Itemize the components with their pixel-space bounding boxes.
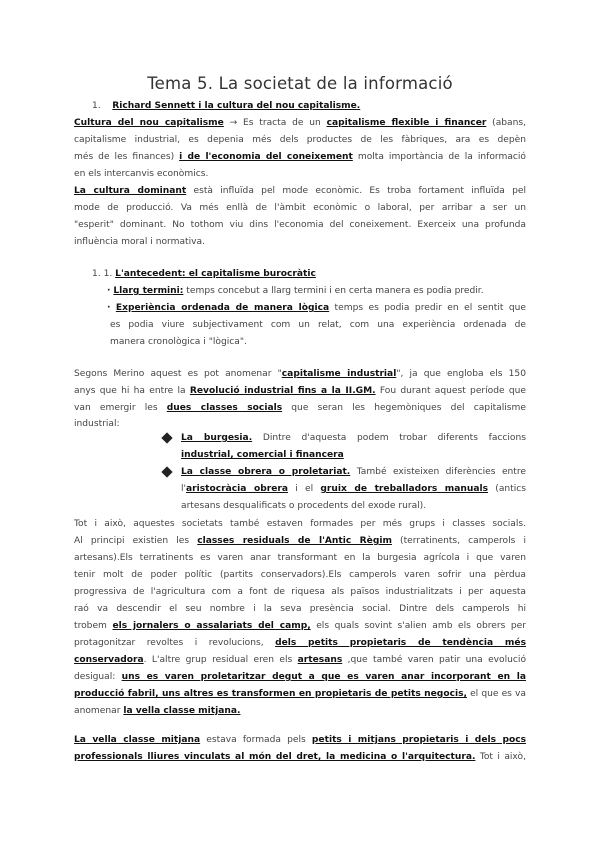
text-run: l': [181, 484, 187, 494]
paragraph-line: influència moral i normativa.: [74, 237, 205, 247]
paragraph-line: raó va descendir el seu nombre i la seva presència social. Dintre dels camperols hi: [74, 604, 526, 614]
bold-term: dels petits propietaris de tendència més: [275, 638, 526, 648]
text-run: anomenar: [74, 706, 124, 716]
section-number: 1.: [92, 101, 101, 111]
text-run: temps es podia predir en el sentit que: [329, 303, 526, 313]
bold-term: La cultura dominant: [74, 186, 187, 196]
bold-term: producció fabril, uns altres es transformen en propietaris de petits negocis,: [74, 689, 467, 699]
diamond-bullet-icon: [161, 432, 172, 443]
paragraph-line: Tot i això, aquestes societats també estaven formades per més grups i classes socials.: [74, 519, 526, 529]
bold-term: petits i mitjans propietaris i dels pocs: [311, 735, 526, 745]
bold-term: i de l'economia del coneixement: [179, 152, 353, 162]
paragraph-line: tenir molt de poder polític (partits conservadors).Els camperols varen sofrir una pèrdua: [74, 570, 526, 580]
paragraph-line: [74, 151, 526, 163]
paragraph-line: [74, 535, 526, 547]
bold-term: artesans: [297, 655, 343, 665]
paragraph-line: [74, 751, 526, 763]
list-item: [107, 302, 526, 314]
text-run: ", ja que engloba els 150: [396, 369, 526, 379]
text-run: ,que també varen patir una evolució: [342, 655, 526, 665]
bold-term: La burgesia.: [181, 433, 253, 443]
bold-term: Llarg termini:: [113, 286, 184, 296]
text-run: (abans,: [486, 118, 526, 128]
bold-term: capitalisme flexible i financer: [326, 118, 487, 128]
text-run: protagonitzar revoltes i revolucions,: [74, 638, 276, 648]
list-item-continuation: [181, 483, 526, 495]
paragraph-line: artesans).Els terratinents es varen anar transformant en la burgesia agrícola i que varen: [74, 553, 526, 563]
section-number: 1. 1.: [92, 269, 113, 279]
text-run: Al principi existien les: [74, 536, 198, 546]
paragraph-line: [74, 385, 526, 397]
text-run: També existeixen diferències entre: [350, 467, 526, 477]
text-run: els quals sovint s'alien amb els obrers per: [310, 621, 526, 631]
bold-term: conservadora: [74, 655, 144, 665]
bold-term: la vella classe mitjana.: [123, 706, 241, 716]
list-item: [181, 466, 526, 478]
text-run: que seran les hegemòniques del capitalisme: [282, 403, 526, 413]
paragraph-line: [74, 705, 526, 717]
paragraph-line: [74, 368, 526, 380]
bold-term: La classe obrera o proletariat.: [181, 467, 351, 477]
text-run: van emergir les: [74, 403, 167, 413]
bold-term: capitalisme industrial: [281, 369, 397, 379]
text-run: Dintre d'aquesta podem trobar diferents faccions: [252, 433, 526, 443]
section-title: L'antecedent: el capitalisme burocràtic: [115, 269, 316, 279]
list-item: [107, 285, 526, 297]
list-item-continuation: artesans desqualificats o procedents del exode rural).: [181, 501, 427, 511]
bold-term: professionals lliures vinculats al món del dret, la medicina o l'arquitectura.: [74, 752, 476, 762]
text-run: molta importància de la informació: [352, 152, 526, 162]
list-item-continuation: [181, 449, 526, 461]
paragraph-line: [74, 671, 526, 683]
text-run: trobem: [74, 621, 113, 631]
paragraph-line: en els intercanvis econòmics.: [74, 169, 209, 179]
bold-term: La vella classe mitjana: [74, 735, 201, 745]
bold-term: dues classes socials: [166, 403, 283, 413]
paragraph-line: [74, 688, 526, 700]
paragraph-line: manera cronològica i "lògica".: [110, 337, 247, 347]
paragraph-line: progressiva de l'agricultura com a font de riquesa als països industrialitzats i per aquesta: [74, 587, 526, 597]
bold-term: aristocràcia obrera: [186, 484, 288, 494]
paragraph-line: [74, 402, 526, 414]
page-title: Tema 5. La societat de la informació: [147, 74, 453, 93]
text-run: (terratinents, camperols i: [391, 536, 526, 546]
paragraph-line: [74, 620, 526, 632]
bold-term: classes residuals de l'Antic Règim: [197, 536, 392, 546]
text-run: temps concebut a llarg termini i en certa manera es podia predir.: [183, 286, 484, 296]
paragraph-line: [74, 117, 526, 129]
paragraph-line: [74, 637, 526, 649]
paragraph-line: industrial:: [74, 419, 120, 429]
section-heading-1: [92, 100, 526, 112]
text-run: estava formada pels: [200, 735, 312, 745]
bullet-dot-icon: ·: [107, 303, 111, 313]
text-run: més de les finances): [74, 152, 180, 162]
paragraph-line: "esperit" dominant. No tothom viu dins l'economia del coneixement. Exerceix una profunda: [74, 220, 526, 230]
paragraph-line: mode de producció. Va més enllà de l'àmbit econòmic o laboral, per arribar a ser un: [74, 203, 526, 213]
text-run: desigual:: [74, 672, 122, 682]
paragraph-line: capitalisme industrial, es depenia més dels productes de les fàbriques, ara es depèn: [74, 135, 526, 145]
paragraph-line: [74, 734, 526, 746]
text-run: el que es va: [466, 689, 526, 699]
text-run: Fou durant aquest període que: [375, 386, 526, 396]
bold-term: gruix de treballadors manuals: [320, 484, 489, 494]
text-run: → Es tracta de un: [223, 118, 327, 128]
paragraph-line: [74, 185, 526, 197]
text-run: anys que hi ha entre la: [74, 386, 190, 396]
bold-term: Revolució industrial fins a la II.GM.: [189, 386, 376, 396]
subsection-heading: [92, 268, 526, 280]
text-run: Tot i això,: [475, 752, 526, 762]
bold-term: uns es varen proletaritzar degut a que es varen anar incorporant en la: [121, 672, 526, 682]
bold-term: els jornalers o assalariats del camp,: [112, 621, 311, 631]
paragraph-line: [74, 654, 526, 666]
list-item: [181, 432, 526, 444]
text-run: . L'altre grup residual eren els: [143, 655, 298, 665]
text-run: i el: [288, 484, 321, 494]
paragraph-line: es podia viure subjectivament com un relat, com una experiència ordenada de: [110, 320, 526, 330]
bold-term: industrial, comercial i financera: [181, 450, 344, 460]
section-title: Richard Sennett i la cultura del nou capitalisme.: [112, 101, 361, 111]
text-run: (antics: [488, 484, 526, 494]
bold-term: Cultura del nou capitalisme: [74, 118, 224, 128]
text-run: Segons Merino aquest es pot anomenar ": [74, 369, 282, 379]
text-run: està influïda pel mode econòmic. Es troba fortament influïda pel: [186, 186, 526, 196]
bullet-dot-icon: ·: [107, 286, 111, 296]
diamond-bullet-icon: [161, 466, 172, 477]
bold-term: Experiència ordenada de manera lògica: [115, 303, 330, 313]
